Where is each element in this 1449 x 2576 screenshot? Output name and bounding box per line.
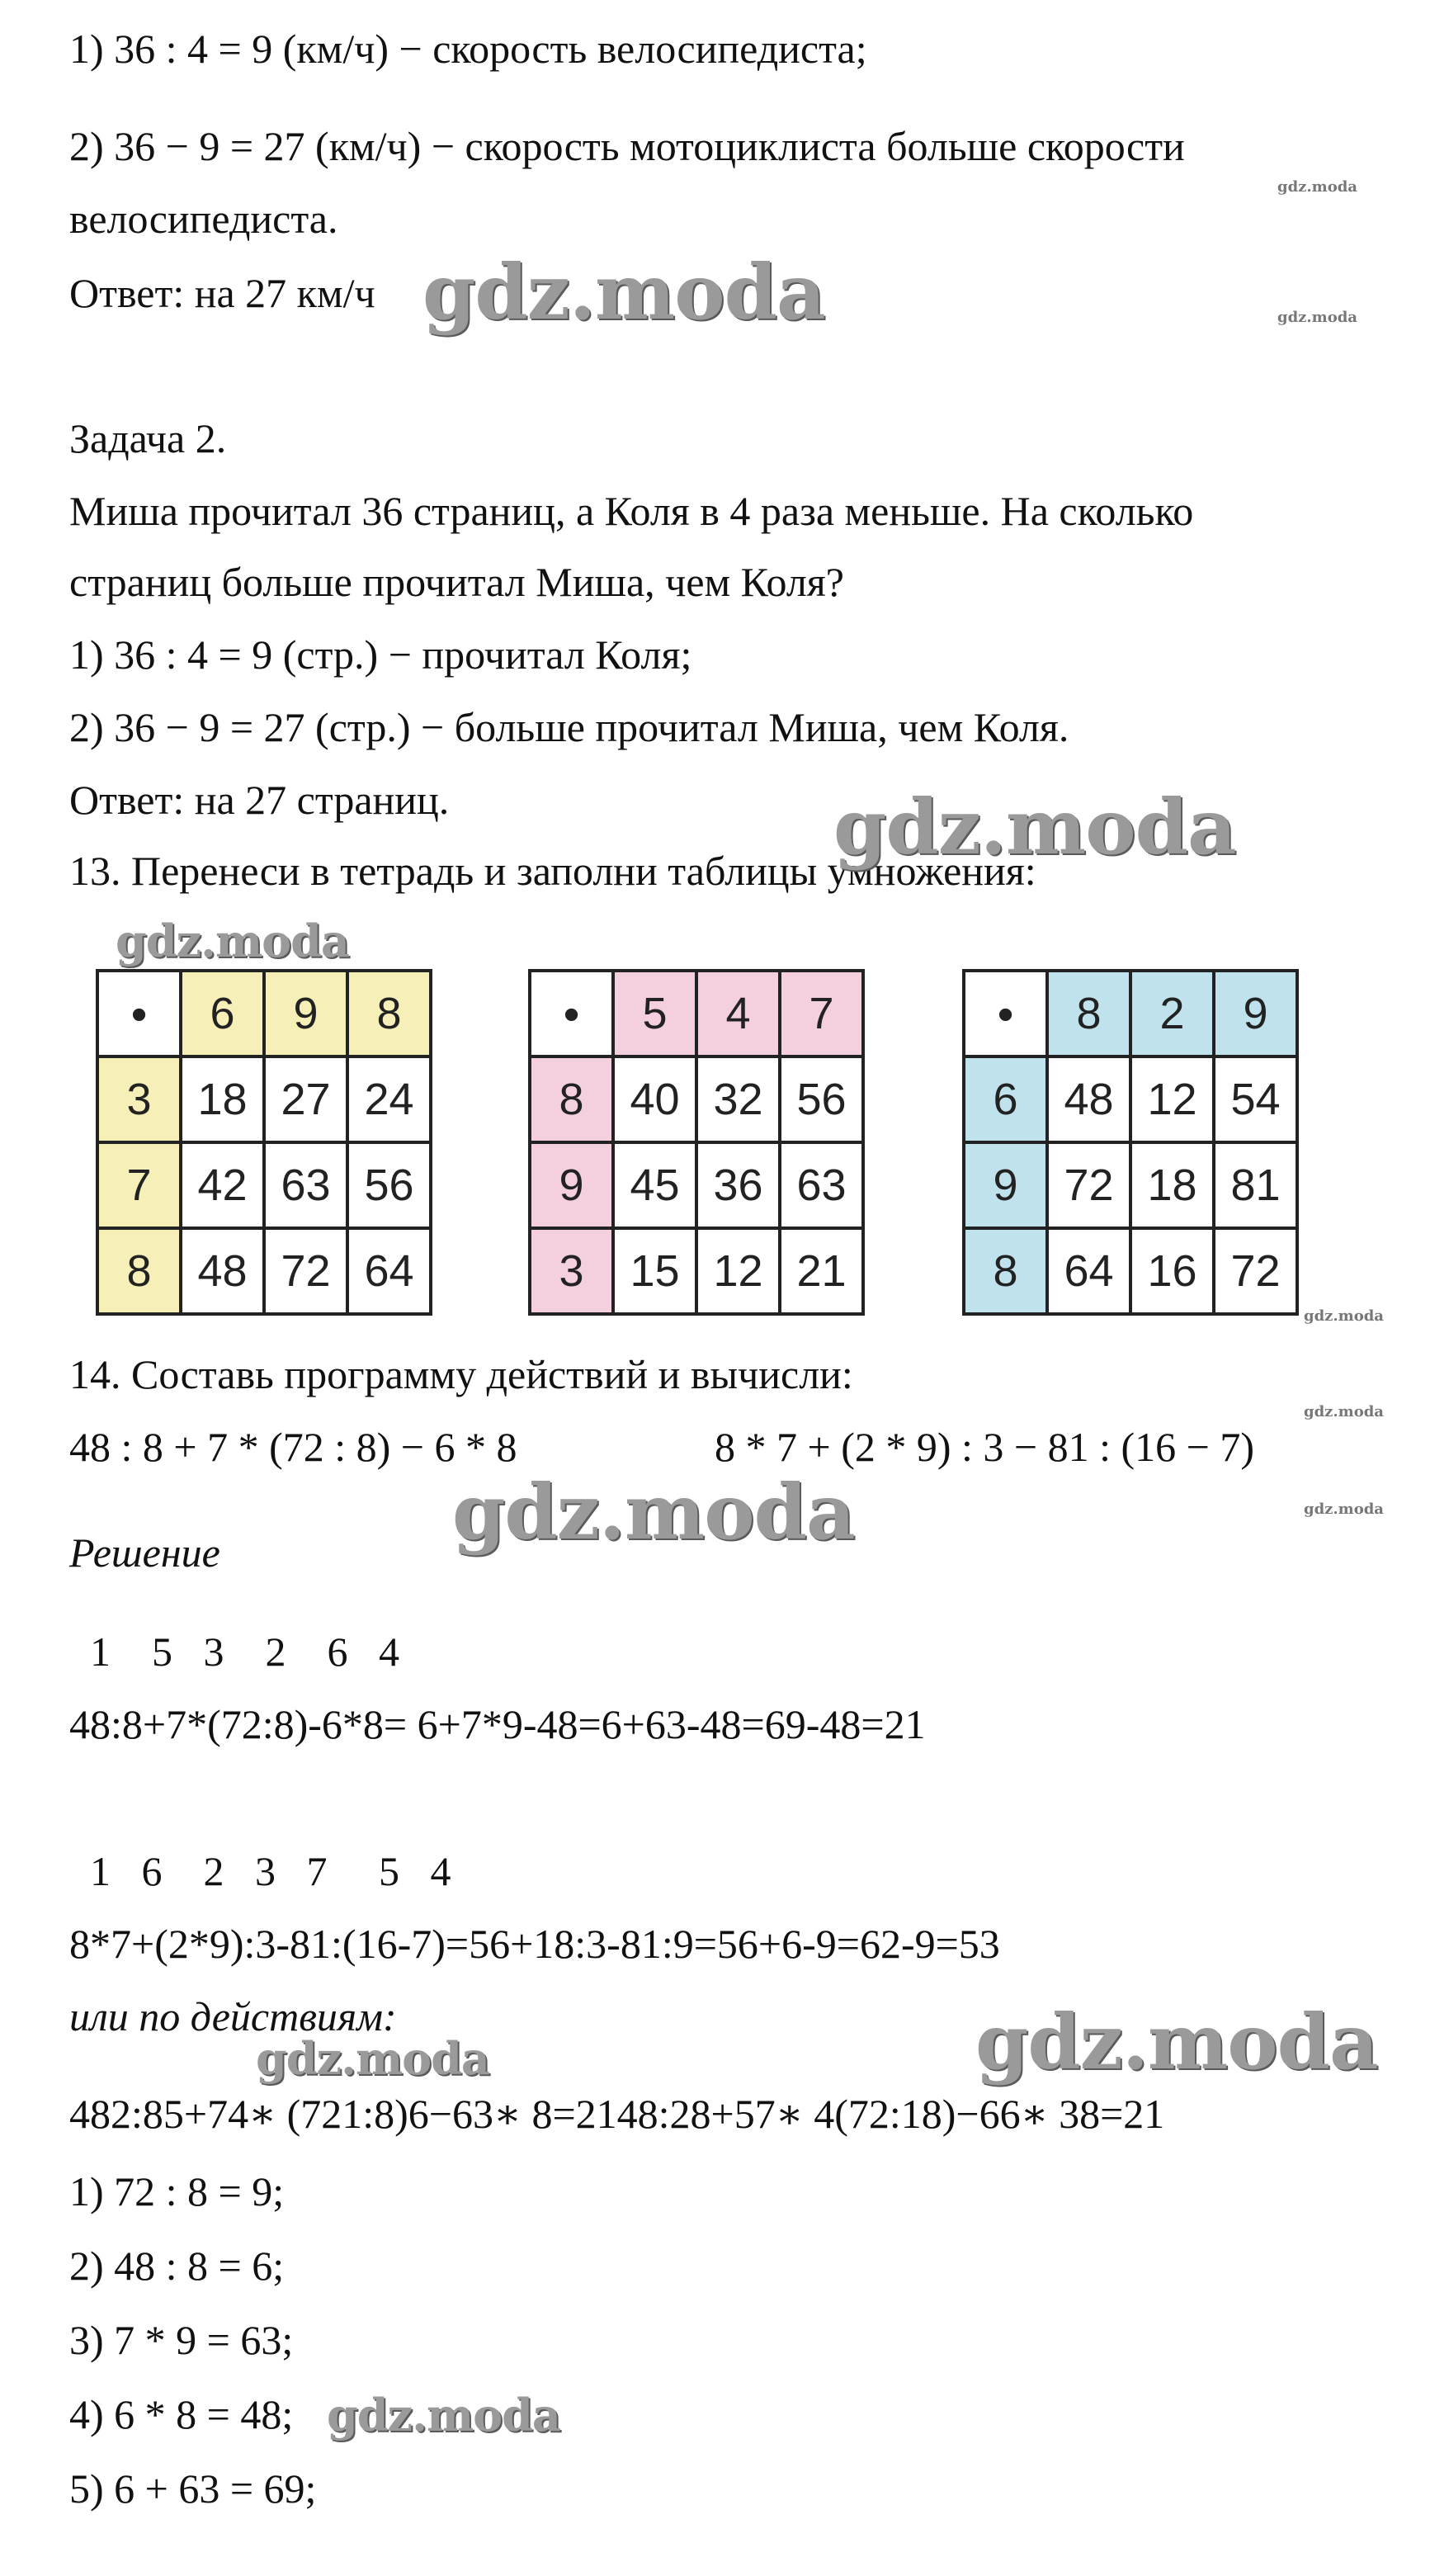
- table-cell: 18: [181, 1056, 264, 1142]
- step-1: 1) 72 : 8 = 9;: [69, 2168, 285, 2214]
- task-2-step-2: 2) 36 − 9 = 27 (стр.) − больше прочитал Миша, чем Коля.: [69, 704, 1069, 750]
- task-2-step-1: 1) 36 : 4 = 9 (стр.) − прочитал Коля;: [69, 631, 692, 678]
- step-3: 3) 7 * 9 = 63;: [69, 2317, 294, 2363]
- step-4: 4) 6 * 8 = 48;: [69, 2391, 294, 2437]
- multiplication-table-yellow: [96, 969, 432, 1316]
- table-row-head: 8: [530, 1056, 613, 1142]
- table-cell: 56: [780, 1056, 863, 1142]
- table-cell: 48: [181, 1228, 264, 1314]
- table-cell: 27: [264, 1056, 347, 1142]
- table-cell: 72: [1214, 1228, 1297, 1314]
- table-corner: •: [530, 971, 613, 1056]
- table-cell: 64: [1047, 1228, 1130, 1314]
- task-2-title: Задача 2.: [69, 415, 227, 461]
- expression-1: 48 : 8 + 7 * (72 : 8) − 6 * 8: [69, 1424, 517, 1470]
- table-cell: 12: [1130, 1056, 1214, 1142]
- table-cell: 42: [181, 1142, 264, 1228]
- exercise-14-title: 14. Составь программу действий и вычисли:: [69, 1351, 853, 1397]
- watermark: gdz.moda: [1277, 309, 1357, 326]
- table-header-cell: 2: [1130, 971, 1214, 1056]
- table-row-head: 3: [97, 1056, 181, 1142]
- table-header-cell: 4: [696, 971, 780, 1056]
- watermark: gdz.moda: [1304, 1501, 1384, 1518]
- table-header-cell: 5: [613, 971, 696, 1056]
- step-5: 5) 6 + 63 = 69;: [69, 2465, 317, 2512]
- table-corner: •: [964, 971, 1047, 1056]
- text-line-2: 2) 36 − 9 = 27 (км/ч) − скорость мотоциклиста больше скорости: [69, 123, 1185, 169]
- watermark: gdz.moda: [1304, 1403, 1384, 1420]
- step-2: 2) 48 : 8 = 6;: [69, 2243, 285, 2289]
- table-cell: 54: [1214, 1056, 1297, 1142]
- exercise-13-title: 13. Перенеси в тетрадь и заполни таблицы умножения:: [69, 848, 1036, 894]
- by-steps-heading: или по действиям:: [69, 1993, 397, 2040]
- table-cell: 81: [1214, 1142, 1297, 1228]
- answer-line-1: Ответ: на 27 км/ч: [69, 270, 375, 316]
- order-numbers-1: 1 5 3 2 6 4: [69, 1628, 399, 1675]
- watermark: gdz.moda: [422, 248, 825, 337]
- table-cell: 63: [780, 1142, 863, 1228]
- calculation-3: 482:85+74∗ (721:8)6−63∗ 8=2148:28+57∗ 4(72:18)−66∗ 38=21: [69, 2091, 1165, 2137]
- table-row-head: 8: [964, 1228, 1047, 1314]
- text-line-3: велосипедиста.: [69, 196, 338, 242]
- table-cell: 15: [613, 1228, 696, 1314]
- table-cell: 56: [347, 1142, 431, 1228]
- solution-heading: Решение: [69, 1529, 220, 1576]
- watermark: gdz.moda: [975, 1997, 1378, 2087]
- table-row-head: 6: [964, 1056, 1047, 1142]
- table-cell: 40: [613, 1056, 696, 1142]
- table-cell: 32: [696, 1056, 780, 1142]
- table-row-head: 9: [964, 1142, 1047, 1228]
- table-header-cell: 9: [264, 971, 347, 1056]
- order-numbers-2: 1 6 2 3 7 5 4: [69, 1848, 451, 1894]
- watermark: gdz.moda: [327, 2389, 560, 2441]
- table-cell: 45: [613, 1142, 696, 1228]
- table-cell: 63: [264, 1142, 347, 1228]
- watermark: gdz.moda: [1304, 1307, 1384, 1325]
- table-cell: 72: [264, 1228, 347, 1314]
- table-cell: 72: [1047, 1142, 1130, 1228]
- answer-line-2: Ответ: на 27 страниц.: [69, 777, 450, 823]
- table-header-cell: 8: [1047, 971, 1130, 1056]
- task-2-text-2: страниц больше прочитал Миша, чем Коля?: [69, 559, 844, 605]
- table-cell: 21: [780, 1228, 863, 1314]
- text-line-1: 1) 36 : 4 = 9 (км/ч) − скорость велосипедиста;: [69, 26, 867, 72]
- table-header-cell: 7: [780, 971, 863, 1056]
- table-header-cell: 8: [347, 971, 431, 1056]
- table-row-head: 3: [530, 1228, 613, 1314]
- watermark: gdz.moda: [833, 782, 1236, 872]
- table-cell: 48: [1047, 1056, 1130, 1142]
- table-cell: 64: [347, 1228, 431, 1314]
- table-header-cell: 9: [1214, 971, 1297, 1056]
- table-header-cell: 6: [181, 971, 264, 1056]
- watermark: gdz.moda: [1277, 178, 1357, 196]
- watermark: gdz.moda: [256, 2032, 489, 2085]
- calculation-2: 8*7+(2*9):3-81:(16-7)=56+18:3-81:9=56+6-9=62-9=53: [69, 1921, 1000, 1967]
- table-cell: 18: [1130, 1142, 1214, 1228]
- watermark: gdz.moda: [452, 1468, 855, 1557]
- multiplication-table-pink: [528, 969, 865, 1316]
- watermark: gdz.moda: [116, 915, 349, 967]
- multiplication-table-blue: [962, 969, 1299, 1316]
- table-row-head: 8: [97, 1228, 181, 1314]
- task-2-text-1: Миша прочитал 36 страниц, а Коля в 4 раза меньше. На сколько: [69, 488, 1194, 534]
- table-corner: •: [97, 971, 181, 1056]
- expression-2: 8 * 7 + (2 * 9) : 3 − 81 : (16 − 7): [715, 1424, 1254, 1470]
- table-row-head: 9: [530, 1142, 613, 1228]
- table-cell: 12: [696, 1228, 780, 1314]
- table-cell: 24: [347, 1056, 431, 1142]
- table-cell: 36: [696, 1142, 780, 1228]
- table-row-head: 7: [97, 1142, 181, 1228]
- calculation-1: 48:8+7*(72:8)-6*8= 6+7*9-48=6+63-48=69-48=21: [69, 1701, 926, 1747]
- table-cell: 16: [1130, 1228, 1214, 1314]
